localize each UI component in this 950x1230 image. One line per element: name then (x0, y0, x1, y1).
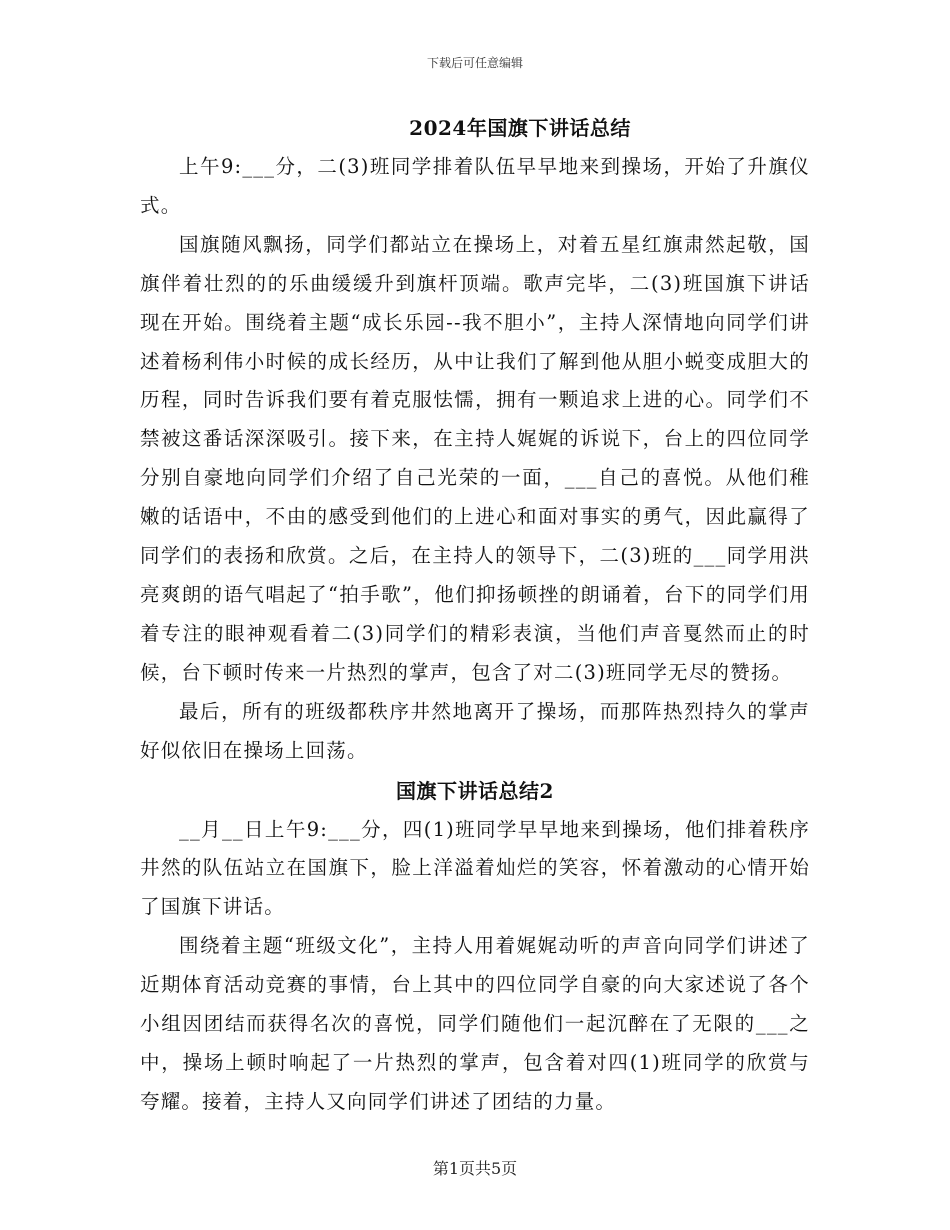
section-2-paragraph-2: 围绕着主题“班级文化”，主持人用着娓娓动听的声音向同学们讲述了近期体育活动竞赛的事情，台上其中的四位同学自豪的向大家述说了各个小组因团结而获得名次的喜悦，同学们随他们一起沉醉在了无限的___之中，操场上顿时响起了一片热烈的掌声，包含着对四(1)班同学的欣赏与夸耀。接着，主持人又向同学们讲述了团结的力量。 (140, 934, 810, 1113)
document-body (140, 108, 810, 1122)
section-2-title: 国旗下讲话总结2 (396, 778, 554, 803)
page-number: 第1页共5页 (432, 1159, 518, 1178)
header-note: 下载后可任意编辑 (426, 56, 523, 70)
section-1-paragraph-2: 国旗随风飘扬，同学们都站立在操场上，对着五星红旗肃然起敬，国旗伴着壮烈的的乐曲缓缓升到旗杆顶端。歌声完毕，二(3)班国旗下讲话现在开始。围绕着主题“成长乐园--我不胆小”，主持人深情地向同学们讲述着杨利伟小时候的成长经历，从中让我们了解到他从胆小蜕变成胆大的历程，同时告诉我们要有着克服怯懦，拥有一颗追求上进的心。同学们不禁被这番话深深吸引。接下来，在主持人娓娓的诉说下，台上的四位同学分别自豪地向同学们介绍了自己光荣的一面，___自己的喜悦。从他们稚嫩的话语中，不由的感受到他们的上进心和面对事实的勇气，因此赢得了同学们的表扬和欣赏。之后，在主持人的领导下，二(3)班的___同学用洪亮爽朗的语气唱起了“拍手歌”，他们抑扬顿挫的朗诵着，台下的同学们用着专注的眼神观看着二(3)同学们的精彩表演，当他们声音戛然而止的时候，台下顿时传来一片热烈的掌声，包含了对二(3)班同学无尽的赞扬。 (140, 232, 810, 684)
section-1-title: 2024年国旗下讲话总结 (409, 116, 631, 140)
section-1-paragraph-3: 最后，所有的班级都秩序井然地离开了操场，而那阵热烈持久的掌声好似依旧在操场上回荡。 (140, 699, 810, 762)
section-2-paragraph-1: __月__日上午9:___分，四(1)班同学早早地来到操场，他们排着秩序井然的队伍站立在国旗下，脸上洋溢着灿烂的笑容，怀着激动的心情开始了国旗下讲话。 (140, 817, 810, 919)
section-1-paragraph-1: 上午9:___分，二(3)班同学排着队伍早早地来到操场，开始了升旗仪式。 (140, 155, 810, 217)
